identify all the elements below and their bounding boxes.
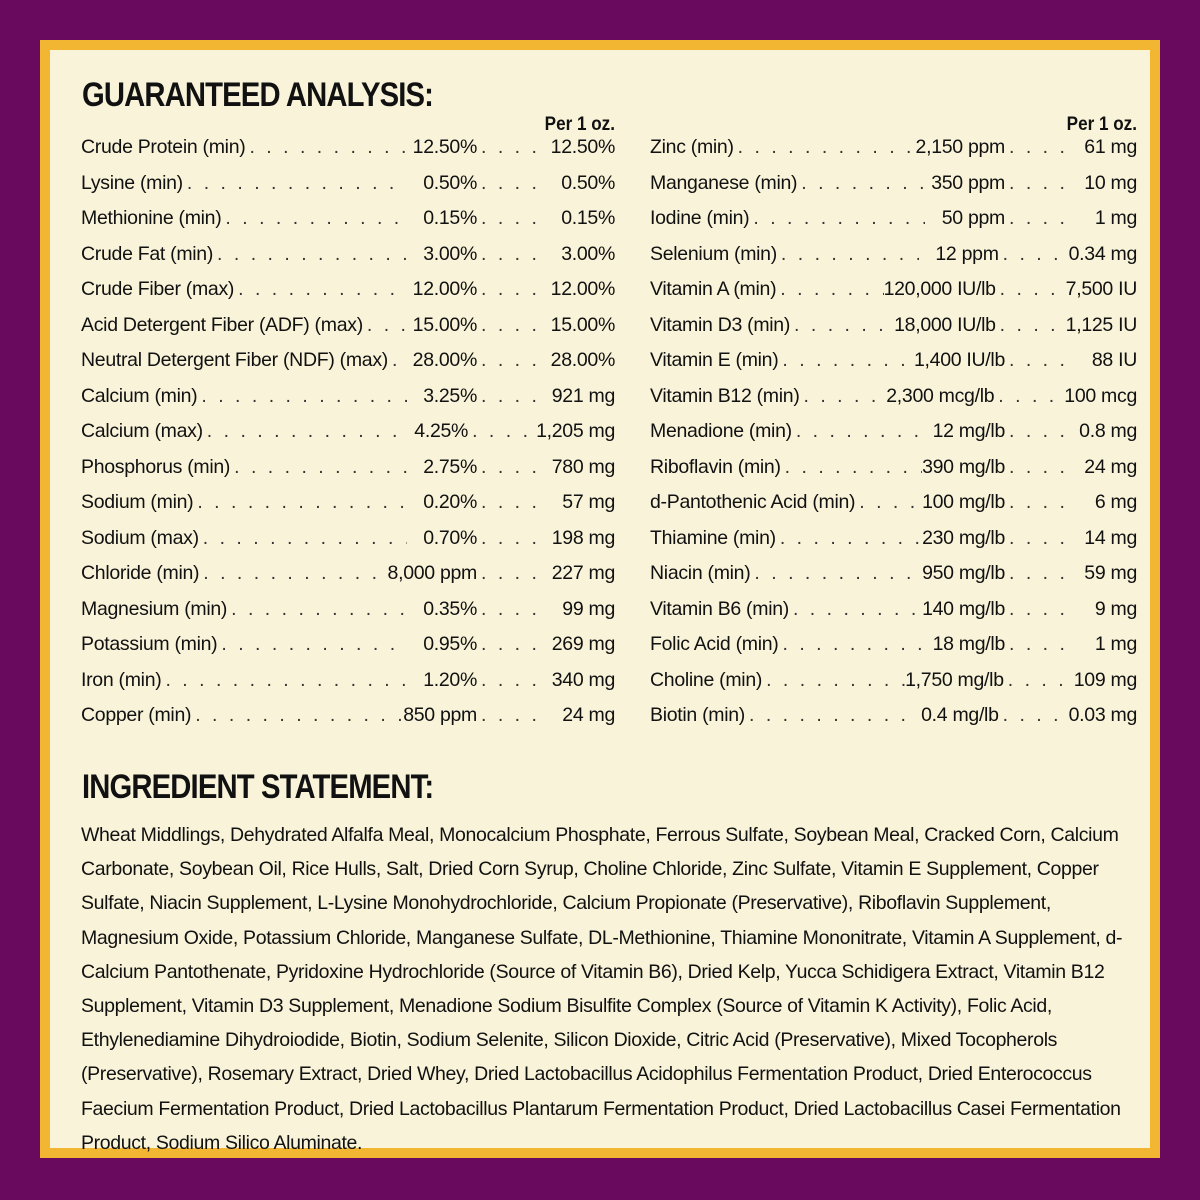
dot-leader <box>1005 598 1075 621</box>
guaranteed-value: 4.25% <box>414 420 469 442</box>
per-oz-value: 0.50% <box>561 171 615 194</box>
analysis-row <box>81 420 615 456</box>
dot-leader <box>855 491 922 514</box>
nutrient-name: Zinc (min) <box>650 136 734 158</box>
per-oz-value: 198 mg <box>551 526 615 549</box>
guaranteed-value: 1,400 IU/lb <box>913 349 1005 371</box>
guaranteed-value: 0.20% <box>423 491 477 513</box>
dot-leader <box>197 385 407 408</box>
guaranteed-value: 1.20% <box>423 668 477 691</box>
per-oz-value: 14 mg <box>1084 526 1137 549</box>
dot-leader <box>999 704 1069 727</box>
guaranteed-value: 0.70% <box>423 526 477 549</box>
nutrient-name: Sodium (max) <box>81 526 199 549</box>
per-oz-value: 61 mg <box>1084 136 1137 158</box>
nutrient-name: Copper (min) <box>81 704 192 726</box>
nutrient-name: Vitamin B6 (min) <box>650 597 789 620</box>
dot-leader <box>734 136 916 159</box>
per-oz-value: 28.00% <box>550 349 615 371</box>
analysis-row <box>650 527 1137 563</box>
dot-leader <box>994 385 1064 408</box>
dot-leader <box>468 420 536 443</box>
dot-leader <box>203 420 398 443</box>
nutrient-name: Crude Fat (min) <box>81 242 214 265</box>
analysis-row <box>650 491 1137 527</box>
guaranteed-value: 950 mg/lb <box>922 562 1005 584</box>
per-oz-value: 24 mg <box>1084 455 1137 478</box>
per-oz-value: 88 IU <box>1091 349 1137 371</box>
dot-leader <box>477 385 545 408</box>
dot-leader <box>234 278 407 301</box>
nutrient-name: Menadione (min) <box>650 420 792 442</box>
nutrient-name: Magnesium (min) <box>81 597 228 620</box>
analysis-row <box>650 349 1137 385</box>
analysis-row <box>650 633 1137 669</box>
per-oz-value: 6 mg <box>1094 491 1137 513</box>
per-oz-value: 1 mg <box>1094 633 1137 655</box>
dot-leader <box>477 527 545 550</box>
guaranteed-value: 15.00% <box>412 313 477 336</box>
analysis-row <box>650 669 1137 705</box>
guaranteed-value: 12.50% <box>412 136 477 158</box>
per-oz-value: 227 mg <box>551 562 615 584</box>
guaranteed-value: 12 ppm <box>935 242 999 265</box>
dot-leader <box>1005 491 1075 514</box>
nutrient-name: Chloride (min) <box>81 562 200 584</box>
guaranteed-value: 100 mg/lb <box>922 491 1005 513</box>
per-oz-value: 0.03 mg <box>1068 704 1137 726</box>
per-oz-value: 24 mg <box>562 704 615 726</box>
guaranteed-value: 0.15% <box>423 207 477 229</box>
guaranteed-value: 0.4 mg/lb <box>921 704 999 726</box>
analysis-row <box>650 562 1137 598</box>
dot-leader <box>191 704 403 727</box>
guaranteed-value: 120,000 IU/lb <box>883 278 996 300</box>
guaranteed-value: 3.25% <box>423 384 477 407</box>
dot-leader <box>1005 207 1075 230</box>
analysis-column-right <box>650 114 1137 740</box>
analysis-row <box>81 527 615 563</box>
analysis-row <box>81 207 615 243</box>
dot-leader <box>797 172 925 195</box>
analysis-row <box>81 562 615 598</box>
nutrient-name: Thiamine (min) <box>650 526 776 549</box>
dot-leader <box>221 207 407 230</box>
per-oz-value: 9 mg <box>1094 597 1137 620</box>
guaranteed-value: 350 ppm <box>931 171 1005 194</box>
dot-leader <box>161 669 407 692</box>
guaranteed-value: 2.75% <box>423 455 477 478</box>
nutrient-name: Vitamin A (min) <box>650 278 777 300</box>
per-oz-value: 99 mg <box>562 597 615 620</box>
nutrient-name: Choline (min) <box>650 668 763 691</box>
guaranteed-value: 2,300 mcg/lb <box>886 384 995 407</box>
guaranteed-value: 1,750 mg/lb <box>905 668 1004 691</box>
dot-leader <box>996 278 1066 301</box>
dot-leader <box>217 633 407 656</box>
dot-leader <box>363 314 407 337</box>
analysis-row <box>650 136 1137 172</box>
dot-leader <box>230 456 407 479</box>
dot-leader <box>762 669 905 692</box>
dot-leader <box>778 633 925 656</box>
dot-leader <box>1005 420 1075 443</box>
nutrient-name: Vitamin D3 (min) <box>650 313 791 336</box>
nutrient-name: Acid Detergent Fiber (ADF) (max) <box>81 313 363 336</box>
dot-leader <box>193 491 407 514</box>
dot-leader <box>477 172 545 195</box>
dot-leader <box>388 349 407 372</box>
analysis-row <box>650 598 1137 634</box>
nutrient-name: Selenium (min) <box>650 242 777 265</box>
dot-leader <box>781 456 922 479</box>
guaranteed-value: 0.50% <box>423 171 477 194</box>
dot-leader <box>745 704 919 727</box>
per-oz-value: 1,125 IU <box>1065 313 1137 336</box>
per-oz-value: 100 mcg <box>1064 384 1137 407</box>
analysis-row <box>650 385 1137 421</box>
guaranteed-value: 50 ppm <box>941 207 1005 229</box>
analysis-row <box>650 314 1137 350</box>
dot-leader <box>1005 172 1075 195</box>
analysis-row <box>81 314 615 350</box>
dot-leader <box>477 491 545 514</box>
ingredient-statement-heading: INGREDIENT STATEMENT: <box>82 768 434 806</box>
nutrient-name: Vitamin E (min) <box>650 349 779 371</box>
per-oz-value: 15.00% <box>550 313 615 336</box>
analysis-row <box>81 598 615 634</box>
guaranteed-value: 12.00% <box>412 278 477 300</box>
per-oz-value: 921 mg <box>551 384 615 407</box>
per-oz-value: 3.00% <box>561 242 615 265</box>
analysis-row <box>650 704 1137 740</box>
analysis-column-left <box>81 114 615 740</box>
dot-leader <box>792 420 925 443</box>
analysis-row <box>650 420 1137 456</box>
nutrient-name: Niacin (min) <box>650 562 751 584</box>
dot-leader <box>477 349 545 372</box>
label-panel <box>50 50 1150 1154</box>
dot-leader <box>778 349 914 372</box>
guaranteed-analysis-heading: GUARANTEED ANALYSIS: <box>82 76 434 114</box>
nutrient-name: Iron (min) <box>81 668 162 691</box>
guaranteed-value: 0.35% <box>423 597 477 620</box>
nutrient-name: Riboflavin (min) <box>650 455 781 478</box>
dot-leader <box>777 243 919 266</box>
guaranteed-value: 8,000 ppm <box>387 562 477 584</box>
dot-leader <box>1005 136 1075 159</box>
per-oz-value: 0.8 mg <box>1079 420 1137 442</box>
nutrient-name: Folic Acid (min) <box>650 633 779 655</box>
dot-leader <box>1004 669 1074 692</box>
per-oz-value: 1,205 mg <box>536 420 615 442</box>
dot-leader <box>477 562 545 585</box>
dot-leader <box>227 598 407 621</box>
guaranteed-value: 2,150 ppm <box>915 136 1005 158</box>
guaranteed-value: 0.95% <box>423 633 477 655</box>
nutrient-name: Phosphorus (min) <box>81 455 231 478</box>
guaranteed-value: 12 mg/lb <box>932 420 1005 442</box>
dot-leader <box>1005 527 1075 550</box>
analysis-row <box>650 207 1137 243</box>
analysis-row <box>81 278 615 314</box>
dot-leader <box>477 207 545 230</box>
guaranteed-value: 140 mg/lb <box>922 597 1005 620</box>
per-oz-value: 12.50% <box>550 136 615 158</box>
dot-leader <box>749 207 925 230</box>
analysis-row <box>81 172 615 208</box>
analysis-row <box>81 633 615 669</box>
dot-leader <box>477 669 545 692</box>
dot-leader <box>245 136 407 159</box>
guaranteed-value: 230 mg/lb <box>922 526 1005 549</box>
label-border <box>40 40 1160 1158</box>
per-oz-value: 269 mg <box>551 633 615 655</box>
dot-leader <box>1005 349 1075 372</box>
nutrient-name: d-Pantothenic Acid (min) <box>650 491 856 513</box>
analysis-row <box>81 491 615 527</box>
ingredient-list: Wheat Middlings, Dehydrated Alfalfa Meal, Monocalcium Phosphate, Ferrous Sulfate, Soybean Meal, Cracked Corn, Calcium Carbonate, Soybean Oil, Rice Hulls, Salt, Dried Corn Syrup, Choline Chloride, Zinc Sulfate, Vitamin E Supplement, Copper Sulfate, Niacin Supplement, L-Lysine Monohydrochloride, Calcium Propionate (Preservative), Riboflavin Supplement, Magnesium Oxide, Potassium Chloride, Manganese Sulfate, DL-Methionine, Thiamine Mononitrate, Vitamin A Supplement, d-Calcium Pantothenate, Pyridoxine Hydrochloride (Source of Vitamin B6), Dried Kelp, Yucca Schidigera Extract, Vitamin B12 Supplement, Vitamin D3 Supplement, Menadione Sodium Bisulfite Complex (Source of Vitamin K Activity), Folic Acid, Ethylenediamine Dihydroiodide, Biotin, Sodium Selenite, Silicon Dioxide, Citric Acid (Preservative), Mixed Tocopherols (Preservative), Rosemary Extract, Dried Whey, Dried Lactobacillus Acidophilus Fermentation Product, Dried Enterococcus Faecium Fermentation Product, Dried Lactobacillus Plantarum Fermentation Product, Dried Lactobacillus Casei Fermentation Product, Sodium Silico Aluminate. <box>81 824 1123 1154</box>
dot-leader <box>183 172 407 195</box>
dot-leader <box>199 562 387 585</box>
nutrient-name: Iodine (min) <box>650 207 750 229</box>
analysis-row <box>81 243 615 279</box>
nutrient-name: Neutral Detergent Fiber (NDF) (max) <box>81 349 388 371</box>
dot-leader <box>789 598 922 621</box>
per-oz-header-right: Per 1 oz. <box>1066 114 1137 135</box>
per-oz-value: 0.34 mg <box>1068 242 1137 265</box>
dot-leader <box>477 456 545 479</box>
analysis-row <box>650 243 1137 279</box>
per-oz-value: 59 mg <box>1084 562 1137 584</box>
dot-leader <box>477 243 545 266</box>
nutrient-name: Manganese (min) <box>650 171 798 194</box>
analysis-row <box>650 172 1137 208</box>
nutrient-name: Vitamin B12 (min) <box>650 384 800 407</box>
dot-leader <box>199 527 407 550</box>
analysis-row <box>650 456 1137 492</box>
guaranteed-value: 3.00% <box>423 242 477 265</box>
per-oz-value: 7,500 IU <box>1065 278 1137 300</box>
dot-leader <box>800 385 887 408</box>
dot-leader <box>996 314 1066 337</box>
dot-leader <box>776 527 922 550</box>
dot-leader <box>999 243 1069 266</box>
guaranteed-value: 390 mg/lb <box>922 455 1005 478</box>
analysis-row <box>81 385 615 421</box>
per-oz-value: 1 mg <box>1094 207 1137 229</box>
nutrient-name: Biotin (min) <box>650 704 746 726</box>
analysis-row <box>81 349 615 385</box>
nutrient-name: Crude Protein (min) <box>81 136 246 158</box>
dot-leader <box>790 314 894 337</box>
dot-leader <box>477 136 545 159</box>
per-oz-value: 10 mg <box>1084 171 1137 194</box>
per-oz-value: 109 mg <box>1073 668 1137 691</box>
nutrient-name: Crude Fiber (max) <box>81 278 235 300</box>
per-oz-header-left: Per 1 oz. <box>544 114 615 135</box>
nutrient-name: Lysine (min) <box>81 171 183 194</box>
nutrient-name: Calcium (max) <box>81 420 203 442</box>
analysis-row <box>650 278 1137 314</box>
guaranteed-value: 28.00% <box>412 349 477 371</box>
analysis-row <box>81 704 615 740</box>
per-oz-value: 340 mg <box>551 668 615 691</box>
nutrient-name: Potassium (min) <box>81 633 218 655</box>
per-oz-value: 0.15% <box>561 207 615 229</box>
dot-leader <box>1005 562 1075 585</box>
nutrient-name: Sodium (min) <box>81 491 194 513</box>
per-oz-value: 57 mg <box>562 491 615 513</box>
guaranteed-value: 850 ppm <box>403 704 477 726</box>
nutrient-name: Methionine (min) <box>81 207 222 229</box>
guaranteed-value: 18,000 IU/lb <box>894 313 996 336</box>
dot-leader <box>213 243 407 266</box>
dot-leader <box>477 704 545 727</box>
dot-leader <box>477 633 545 656</box>
dot-leader <box>776 278 883 301</box>
dot-leader <box>750 562 922 585</box>
nutrient-name: Calcium (min) <box>81 384 198 407</box>
per-oz-value: 12.00% <box>550 278 615 300</box>
dot-leader <box>477 278 545 301</box>
dot-leader <box>1005 633 1075 656</box>
analysis-row <box>81 669 615 705</box>
guaranteed-value: 18 mg/lb <box>932 633 1005 655</box>
analysis-row <box>81 136 615 172</box>
per-oz-value: 780 mg <box>551 455 615 478</box>
analysis-row <box>81 456 615 492</box>
dot-leader <box>1005 456 1075 479</box>
dot-leader <box>477 598 545 621</box>
dot-leader <box>477 314 545 337</box>
